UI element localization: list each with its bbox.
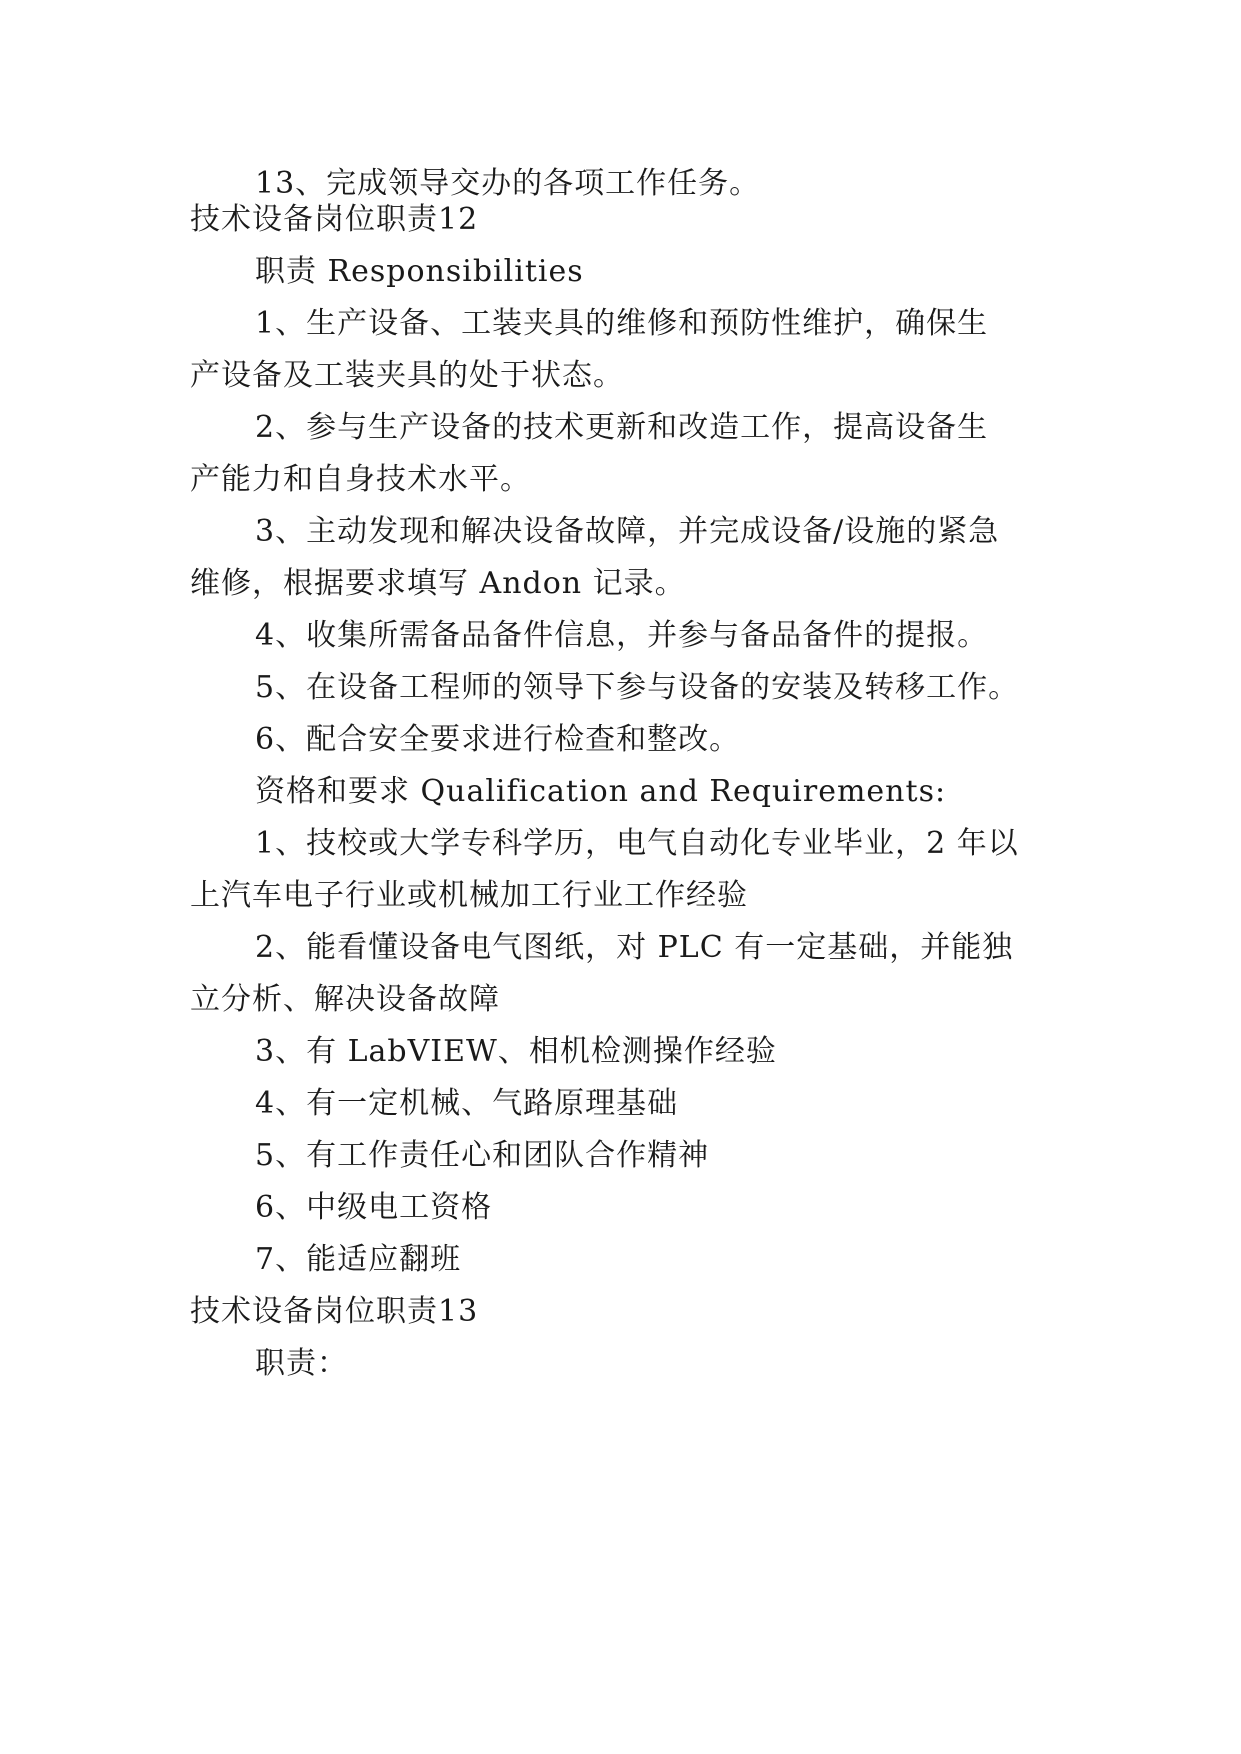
responsibility-item-3: 3、主动发现和解决设备故障，并完成设备/设施的紧急 <box>255 514 1000 549</box>
section-heading-13: 技术设备岗位职责13 <box>190 1294 479 1329</box>
qualification-item-1-cont: 上汽车电子行业或机械加工行业工作经验 <box>190 878 748 913</box>
section-heading-12: 技术设备岗位职责12 <box>190 202 479 237</box>
qualification-item-6: 6、中级电工资格 <box>255 1190 493 1225</box>
responsibility-item-1: 1、生产设备、工装夹具的维修和预防性维护，确保生 <box>255 306 989 341</box>
qualification-label: 资格和要求 Qualification and Requirements: <box>255 774 947 809</box>
responsibility-item-2-cont: 产能力和自身技术水平。 <box>190 462 531 497</box>
responsibilities-label: 职责 Responsibilities <box>255 254 584 289</box>
qualification-item-2: 2、能看懂设备电气图纸，对 PLC 有一定基础，并能独 <box>255 930 1014 965</box>
responsibility-item-5: 5、在设备工程师的领导下参与设备的安装及转移工作。 <box>255 670 1020 705</box>
qualification-item-1: 1、技校或大学专科学历，电气自动化专业毕业，2 年以 <box>255 826 1019 861</box>
responsibility-item-6: 6、配合安全要求进行检查和整改。 <box>255 722 741 757</box>
list-item-13: 13、完成领导交办的各项工作任务。 <box>255 166 761 201</box>
responsibility-item-1-cont: 产设备及工装夹具的处于状态。 <box>190 358 624 393</box>
qualification-item-3: 3、有 LabVIEW、相机检测操作经验 <box>255 1034 777 1069</box>
qualification-item-4: 4、有一定机械、气路原理基础 <box>255 1086 679 1121</box>
qualification-item-2-cont: 立分析、解决设备故障 <box>190 982 500 1017</box>
qualification-item-5: 5、有工作责任心和团队合作精神 <box>255 1138 710 1173</box>
responsibilities-label-13: 职责： <box>255 1346 348 1381</box>
qualification-item-7: 7、能适应翻班 <box>255 1242 462 1277</box>
responsibility-item-3-cont: 维修，根据要求填写 Andon 记录。 <box>190 566 686 601</box>
responsibility-item-2: 2、参与生产设备的技术更新和改造工作，提高设备生 <box>255 410 989 445</box>
responsibility-item-4: 4、收集所需备品备件信息，并参与备品备件的提报。 <box>255 618 989 653</box>
